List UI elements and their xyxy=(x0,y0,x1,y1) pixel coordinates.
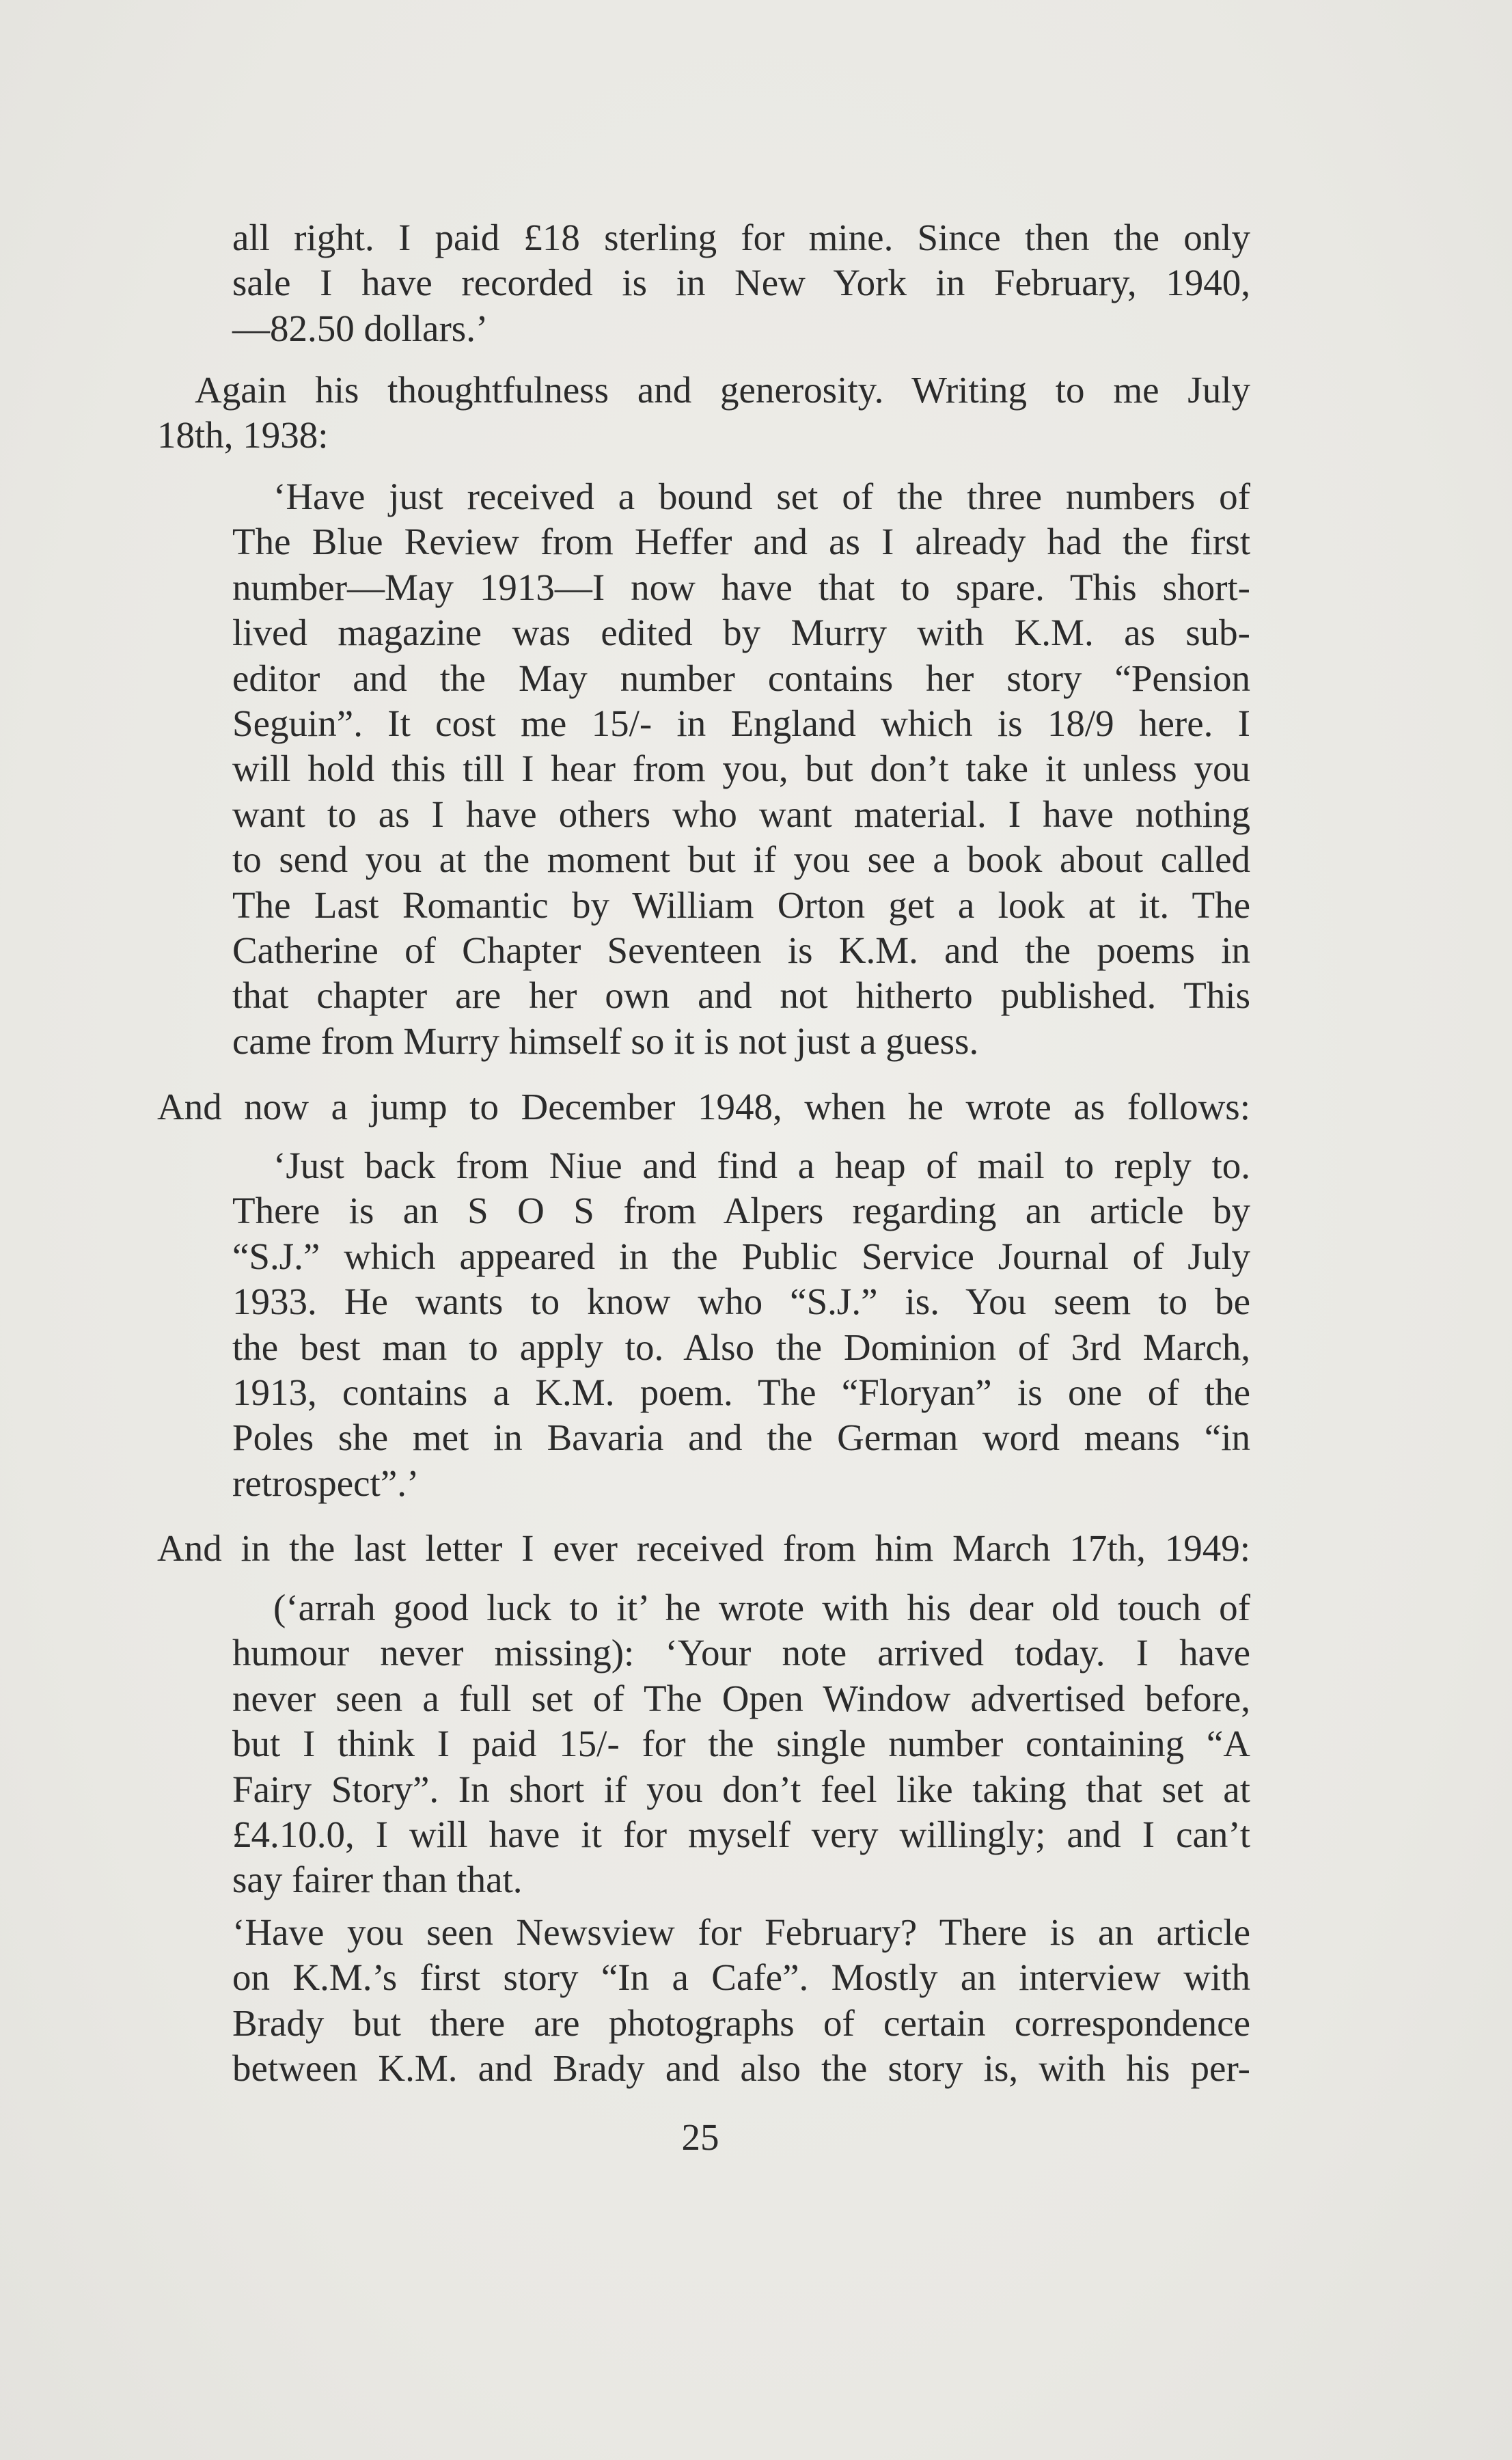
text-line: will hold this till I hear from you, but don’t take it unless you xyxy=(232,748,1250,790)
text-line: humour never missing): ‘Your note arrived today. I have xyxy=(232,1632,1250,1674)
text-line: to send you at the moment but if you see a book about called xyxy=(232,838,1250,881)
text-line: editor and the May number contains her story “Pension xyxy=(232,657,1250,699)
paragraph-6 xyxy=(157,1526,1250,1571)
text-line: Brady but there are photographs of certain correspondence xyxy=(232,2001,1250,2044)
text-line: 1913, contains a K.M. poem. The “Floryan” is one of the xyxy=(232,1371,1250,1414)
text-line: And in the last letter I ever received from him March 17th, 1949: xyxy=(157,1527,1250,1569)
quoted-letter-2 xyxy=(232,1143,1250,1506)
text-line: but I think I paid 15/- for the single number containing “A xyxy=(232,1723,1250,1765)
text-line: never seen a full set of The Open Window advertised before, xyxy=(232,1677,1250,1719)
quoted-letter-4 xyxy=(232,1910,1250,2092)
text-line: say fairer than that. xyxy=(232,1859,523,1901)
text-line: ‘Have you seen Newsview for February? There is an article xyxy=(232,1911,1250,1953)
text-line: lived magazine was edited by Murry with K.M. as sub- xyxy=(232,612,1250,654)
text-line: Catherine of Chapter Seventeen is K.M. and the poems in xyxy=(232,929,1250,972)
text-line: between K.M. and Brady and also the story is, with his per- xyxy=(232,2047,1250,2090)
text-line: There is an S O S from Alpers regarding an article by xyxy=(232,1190,1250,1232)
text-line: number—May 1913—I now have that to spare. This short- xyxy=(232,566,1250,608)
paragraph-4 xyxy=(157,1084,1250,1130)
text-line: on K.M.’s first story “In a Cafe”. Mostly an interview with xyxy=(232,1956,1250,1999)
text-line: sale I have recorded is in New York in February, 1940, xyxy=(232,262,1250,304)
text-line: came from Murry himself so it is not just a guess. xyxy=(232,1020,979,1062)
quoted-letter-1 xyxy=(232,474,1250,1064)
text-line: (‘arrah good luck to it’ he wrote with his dear old touch of xyxy=(273,1587,1250,1628)
text-line: “S.J.” which appeared in the Public Service Journal of July xyxy=(232,1235,1250,1277)
text-line: retrospect”.’ xyxy=(232,1462,420,1504)
text-line: Again his thoughtfulness and generosity. Writing to me July xyxy=(195,369,1250,411)
text-line: The Last Romantic by William Orton get a look at it. The xyxy=(232,884,1250,926)
text-line: ‘Just back from Niue and find a heap of mail to reply to. xyxy=(273,1145,1250,1186)
page-number: 25 xyxy=(681,2116,719,2158)
text-line: Seguin”. It cost me 15/- in England which is 18/9 here. I xyxy=(232,702,1250,745)
text-line: all right. I paid £18 sterling for mine. Since then the only xyxy=(232,217,1250,258)
text-line: ‘Have just received a bound set of the three numbers of xyxy=(273,476,1250,517)
text-line: The Blue Review from Heffer and as I already had the first xyxy=(232,521,1250,563)
text-line: that chapter are her own and not hitherto published. This xyxy=(232,974,1250,1017)
text-line: —82.50 dollars.’ xyxy=(232,307,489,349)
text-line: want to as I have others who want material. I have nothing xyxy=(232,793,1250,835)
text-line: Poles she met in Bavaria and the German word means “in xyxy=(232,1417,1250,1459)
text-line: And now a jump to December 1948, when he wrote as follows: xyxy=(157,1086,1250,1128)
text-line: the best man to apply to. Also the Dominion of 3rd March, xyxy=(232,1326,1250,1368)
paragraph-2 xyxy=(157,368,1250,459)
text-line: Fairy Story”. In short if you don’t feel like taking that set at xyxy=(232,1768,1250,1810)
text-line: 1933. He wants to know who “S.J.” is. You seem to be xyxy=(232,1281,1250,1323)
paragraph-1 xyxy=(232,215,1250,351)
text-line: 18th, 1938: xyxy=(157,414,329,456)
quoted-letter-3 xyxy=(232,1585,1250,1903)
text-line: £4.10.0, I will have it for myself very willingly; and I can’t xyxy=(232,1814,1250,1856)
